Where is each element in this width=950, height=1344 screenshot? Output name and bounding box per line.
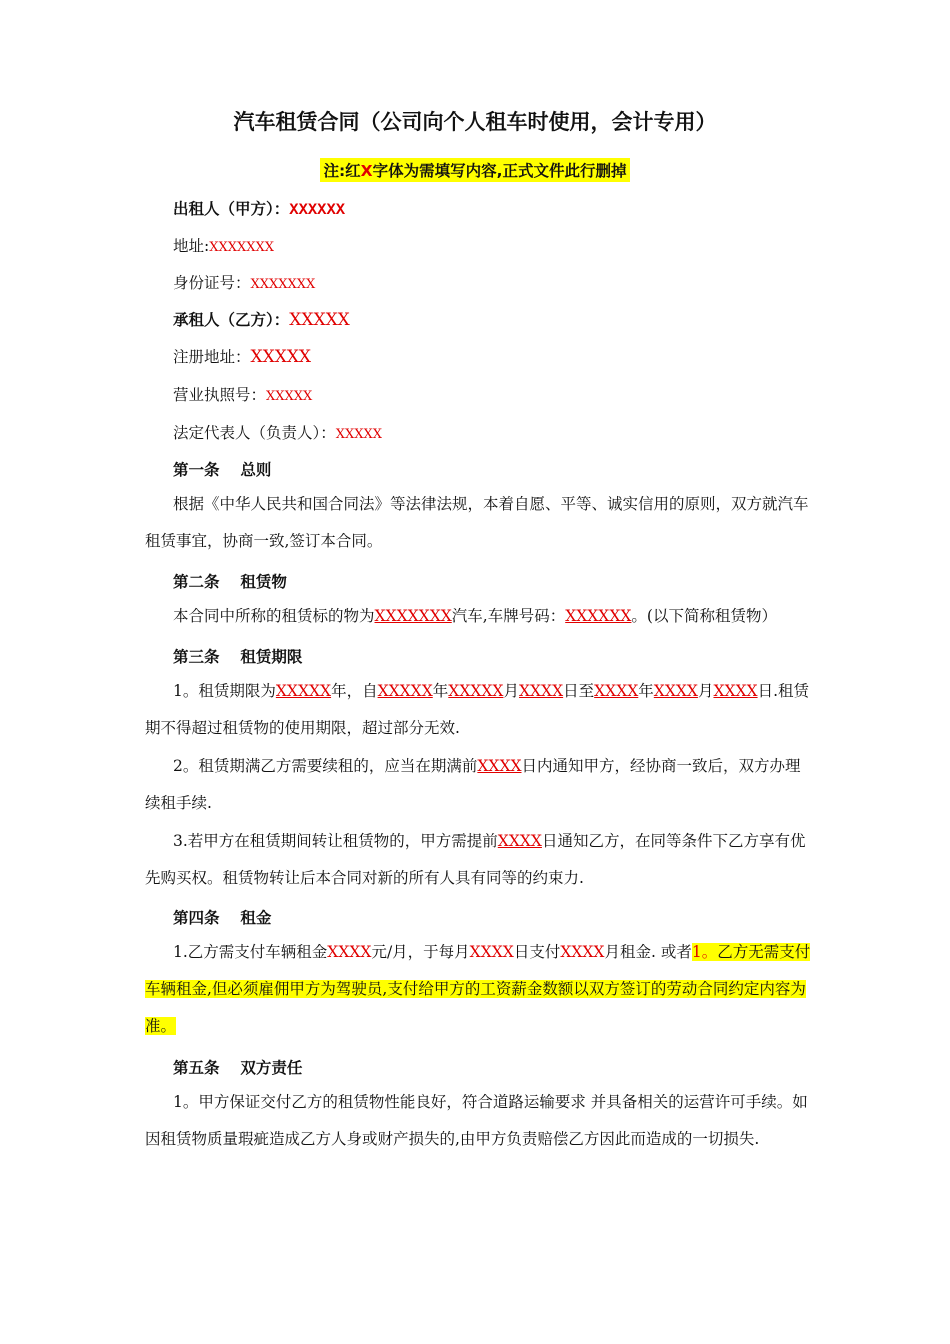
article3-p3: 3.若甲方在租赁期间转让租赁物的，甲方需提前XXXX日通知乙方，在同等条件下乙方享有优先购买权。租赁物转让后本合同对新的所有人具有同等的约束力. — [145, 832, 806, 887]
article3-p2: 2。租赁期满乙方需要续租的，应当在期满前XXXX日内通知甲方，经协商一致后，双方办理续租手续. — [145, 757, 801, 812]
article2-heading: 第二条 租赁物 — [173, 573, 287, 591]
lessee-reg-address-value: XXXXX — [250, 347, 312, 367]
article1-text: 根据《中华人民共和国合同法》等法律法规，本着自愿、平等、诚实信用的原则，双方就汽车租赁事宜，协商一致,签订本合同。 — [145, 495, 809, 550]
document-title: 汽车租赁合同（公司向个人租车时使用，会计专用） — [233, 110, 717, 134]
business-license-value: XXXXX — [266, 389, 313, 404]
lessee-reg-address-line: 注册地址：XXXXX — [173, 347, 312, 367]
article3-heading: 第三条 租赁期限 — [173, 648, 303, 666]
note-red-x: X — [360, 162, 373, 180]
lessee-line: 承租人（乙方）：XXXXX — [173, 310, 350, 330]
article4-text: 1.乙方需支付车辆租金XXXX元/月，于每月XXXX日支付XXXX月租金. 或者1。乙方无需支付车辆租金,但必须雇佣甲方为驾驶员,支付给甲方的工资薪金数额以双方签订的劳动合同约定内容为准。 — [145, 943, 811, 1035]
article1-heading: 第一条 总则 — [173, 461, 272, 479]
lessor-line: 出租人（甲方）：XXXXXX — [173, 200, 346, 219]
lessor-address-value: XXXXXXX — [209, 240, 275, 255]
lessor-id-line: 身份证号：XXXXXXX — [173, 274, 316, 292]
lessee-value: XXXXX — [289, 310, 350, 330]
plate-number-value: XXXXXX — [565, 607, 632, 625]
article2-text: 本合同中所称的租赁标的物为XXXXXXX汽车,车牌号码：XXXXXX。(以下简称租赁物） — [173, 607, 777, 625]
lessor-value: XXXXXX — [289, 201, 346, 219]
legal-rep-line: 法定代表人（负责人）：XXXXX — [173, 424, 383, 442]
legal-rep-value: XXXXX — [335, 427, 383, 442]
article5-heading: 第五条 双方责任 — [173, 1059, 303, 1077]
fill-note — [0, 158, 950, 182]
alternative-clause-highlight: 1。乙方无需支付车辆租金,但必须雇佣甲方为驾驶员,支付给甲方的工资薪金数额以双方签订的劳动合同约定内容为准。 — [145, 943, 811, 1035]
asset-name-value: XXXXXXX — [374, 607, 452, 625]
fill-note-highlight: 注:红X字体为需填写内容,正式文件此行删掉 — [320, 158, 629, 182]
business-license-line: 营业执照号：XXXXX — [173, 386, 313, 404]
article4-heading: 第四条 租金 — [173, 909, 272, 927]
article5-text: 1。甲方保证交付乙方的租赁物性能良好，符合道路运输要求 并具备相关的运营许可手续。如因租赁物质量瑕疵造成乙方人身或财产损失的,由甲方负责赔偿乙方因此而造成的一切损失. — [145, 1093, 808, 1148]
lessor-address-line: 地址:XXXXXXX — [173, 237, 275, 255]
article3-p1: 1。租赁期限为XXXXX年，自XXXXX年XXXXX月XXXX日至XXXX年XXXX月XXXX日.租赁期不得超过租赁物的使用期限，超过部分无效. — [145, 682, 810, 737]
lessor-id-value: XXXXXXX — [250, 277, 316, 292]
